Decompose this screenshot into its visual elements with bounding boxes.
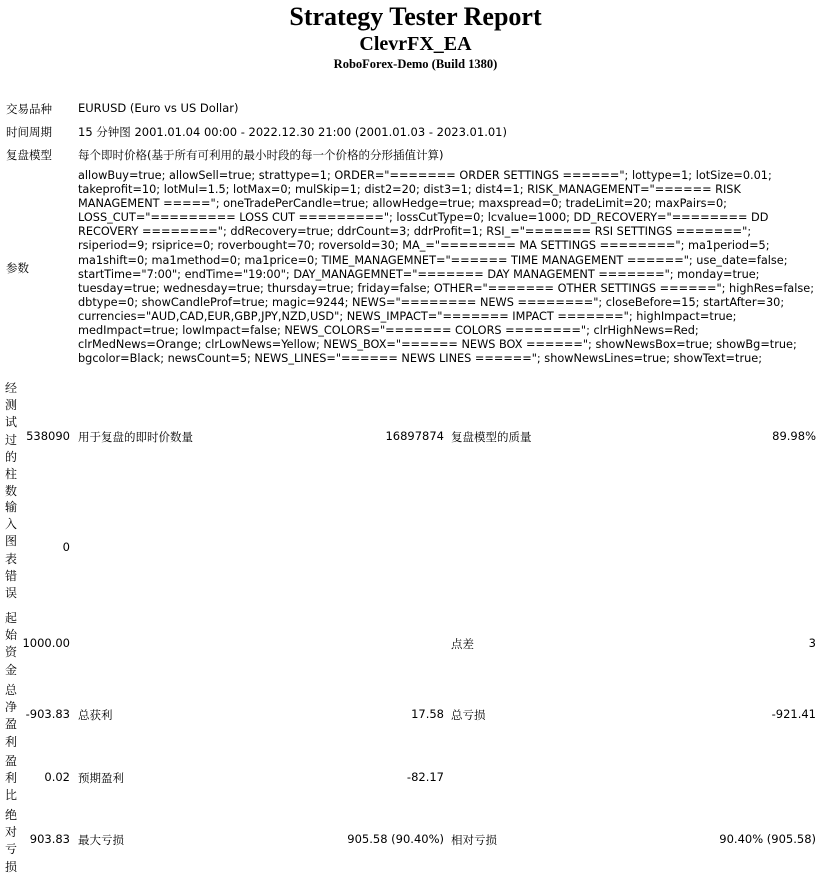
period-value: 15 分钟图 2001.01.04 00:00 - 2022.12.30 21:00 (2001.01.03 - 2023.01.01): [78, 125, 507, 139]
relative-drawdown-value: 90.40% (905.58): [719, 832, 816, 846]
spread-value: 3: [808, 636, 816, 650]
modelling-quality-label: 复盘模型的质量: [451, 430, 532, 444]
modelling-quality-value: 89.98%: [772, 429, 816, 443]
spread-label: 点差: [451, 637, 474, 651]
profit-factor-label: 盈利比: [4, 754, 17, 803]
report-title: Strategy Tester Report: [289, 2, 542, 31]
chart-errors-value: 0: [62, 540, 70, 554]
net-profit-value: -903.83: [25, 707, 70, 721]
maximal-drawdown-value: 905.58 (90.40%): [347, 832, 444, 846]
gross-profit-label: 总获利: [78, 708, 113, 722]
symbol-value: EURUSD (Euro vs US Dollar): [78, 101, 239, 115]
period-label: 时间周期: [6, 125, 52, 139]
model-label: 复盘模型: [6, 148, 52, 162]
net-profit-label: 总净盈利: [4, 683, 17, 749]
bars-tested-label: 经测试过的柱数: [4, 381, 17, 499]
ticks-modelled-value: 16897874: [385, 429, 444, 443]
gross-profit-value: 17.58: [411, 707, 444, 721]
server-build: RoboForex-Demo (Build 1380): [333, 57, 498, 71]
profit-factor-value: 0.02: [44, 770, 70, 784]
model-value: 每个即时价格(基于所有可利用的最小时段的每一个价格的分形插值计算): [78, 148, 444, 162]
parameters-label: 参数: [6, 261, 29, 275]
initial-deposit-value: 1000.00: [22, 636, 70, 650]
expected-payoff-label: 预期盈利: [78, 771, 124, 785]
absolute-drawdown-value: 903.83: [29, 832, 70, 846]
symbol-label: 交易品种: [6, 102, 52, 116]
gross-loss-label: 总亏损: [451, 708, 486, 722]
gross-loss-value: -921.41: [771, 707, 816, 721]
parameters-value: allowBuy=true; allowSell=true; strattype=1; ORDER="======= ORDER SETTINGS ======"; lottype=1; lotSize=0.01; takeprofit=10; lotMul=1.5; lotMax=0; mulSkip=1; dist2=20; dist3=1; dist4=1; RISK_MANAGEMENT="====== RISK MANAGEMENT ====="; oneTradePerCandle=true; allowHedge=true; maxspread=0; tradeLimit=20; maxPairs=0; LOSS_CUT="========= LOSS CUT ========="; lossCutType=0; lcvalue=1000; DD_RECOVERY="======== DD RECOVERY ========"; ddRecovery=true; ddrCount=3; ddrProfit=1; RSI_="======= RSI SETTINGS ======="; rsiperiod=9; rsiprice=0; roverbought=70; roversold=30; MA_="======== MA SETTINGS ========"; ma1period=5; ma1shift=0; ma1method=0; ma1price=0; TIME_MANAGEMNET="====== TIME MANAGEMENT ======"; use_date=false; startTime="7:00"; endTime="19:00"; DAY_MANAGEMNET="======= DAY MANAGEMENT ======="; monday=true; tuesday=true; wednesday=true; thursday=true; friday=false; OTHER="======= OTHER SETTINGS ======"; highRes=false; dbtype=0; showCandleProf=true; magic=9244; NEWS="======== NEWS ========"; closeBefore=15; startAfter=30; currencies="AUD,CAD,EUR,GBP,JPY,NZD,USD"; NEWS_IMPACT="======= IMPACT ======="; highImpact=true; medImpact=true; lowImpact=false; NEWS_COLORS="======= COLORS ========"; clrHighNews=Red; clrMedNews=Orange; clrLowNews=Yellow; NEWS_BOX="====== NEWS BOX ======"; showNewsBox=true; showBg=true; bgcolor=Black; newsCount=5; NEWS_LINES="====== NEWS LINES ======"; showNewsLines=true; showText=true;: [78, 169, 815, 366]
relative-drawdown-label: 相对亏损: [451, 833, 497, 847]
initial-deposit-label: 起始资金: [4, 611, 17, 677]
absolute-drawdown-label: 绝对亏损: [4, 808, 17, 874]
bars-tested-value: 538090: [26, 429, 70, 443]
chart-errors-label: 输入图表错误: [4, 500, 17, 601]
expected-payoff-value: -82.17: [406, 770, 444, 784]
expert-advisor-name: ClevrFX_EA: [359, 33, 472, 55]
report-header: [0, 2, 831, 72]
ticks-modelled-label: 用于复盘的即时价数量: [78, 430, 193, 444]
maximal-drawdown-label: 最大亏损: [78, 833, 124, 847]
